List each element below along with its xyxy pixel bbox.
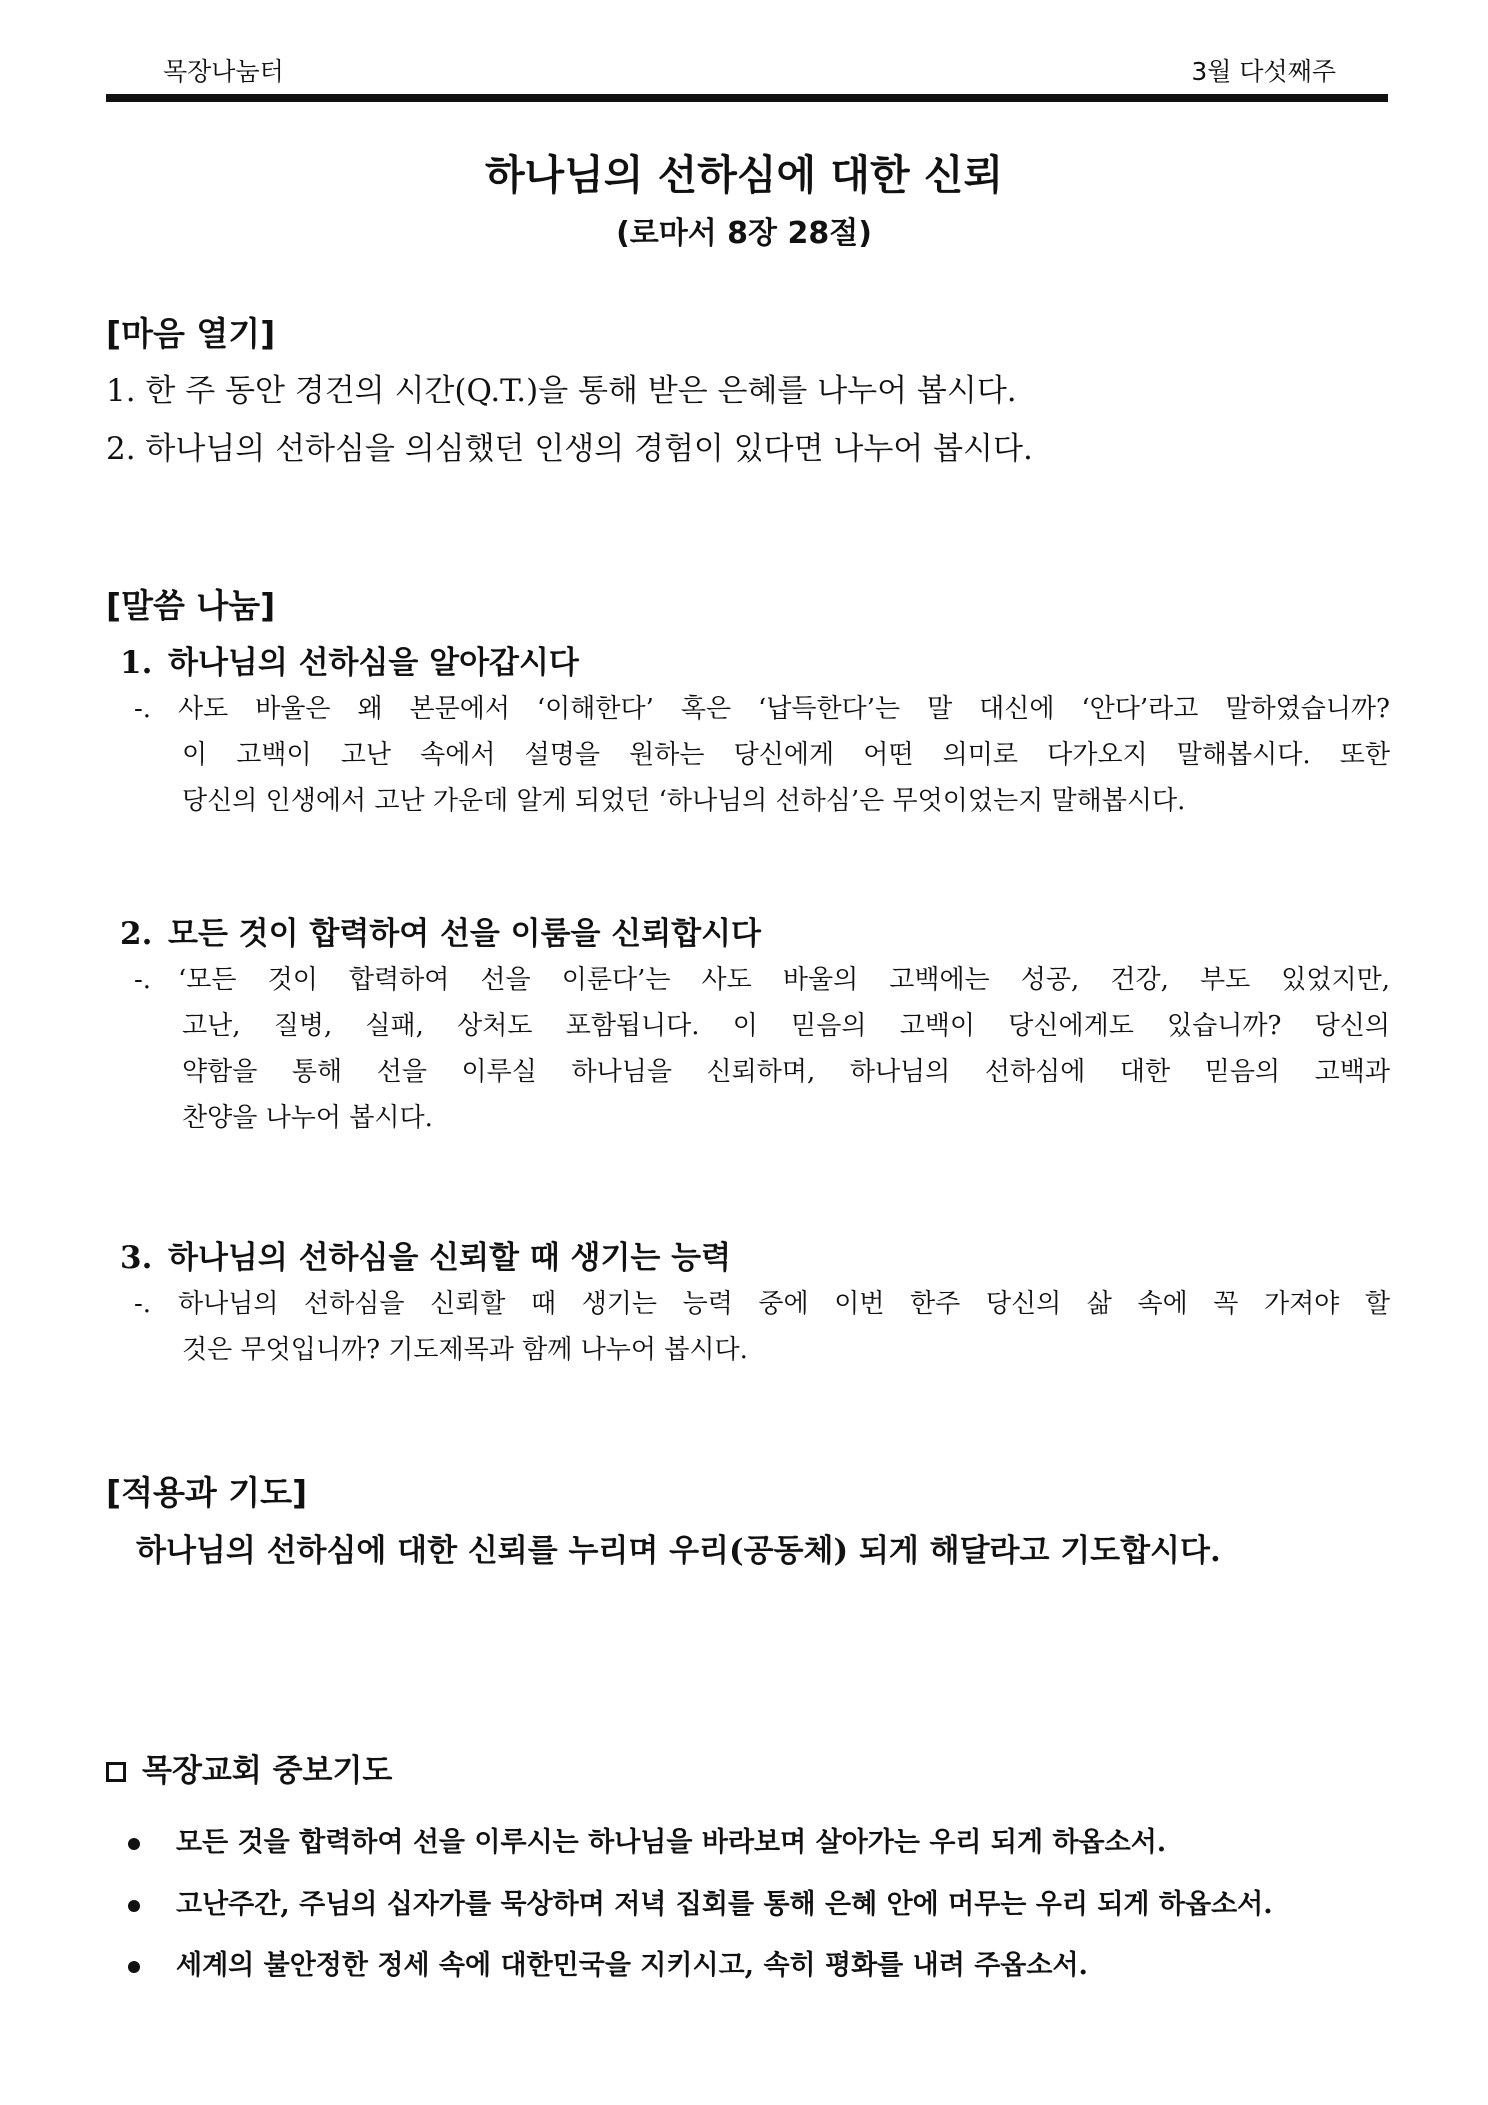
question-body <box>134 686 1390 824</box>
header-left-label: 목장나눔터 <box>163 57 284 86</box>
bullet-icon <box>128 1838 140 1850</box>
section-heading-open-heart: [마음 열기] <box>106 314 276 353</box>
question-body-line: 이 고백이 고난 속에서 설명을 원하는 당신에게 어떤 의미로 다가오지 말해봅시다. 또한 <box>182 740 1390 770</box>
question-title <box>120 908 761 953</box>
question-body-line: 고난, 질병, 실패, 상처도 포함됩니다. 이 믿음의 고백이 당신에게도 있습니까? 당신의 <box>182 1011 1390 1041</box>
question-number: 3. <box>120 1240 153 1276</box>
question-body <box>134 1281 1390 1373</box>
dash-marker: -. <box>134 965 152 995</box>
intercession-item <box>128 1943 1088 1982</box>
question-title-text: 모든 것이 합력하여 선을 이룸을 신뢰합시다 <box>168 916 761 952</box>
bullet-icon <box>128 1900 140 1912</box>
question-title-text: 하나님의 선하심을 알아갑시다 <box>168 645 579 681</box>
question-body-line: 것은 무엇입니까? 기도제목과 함께 나누어 봅시다. <box>182 1335 748 1365</box>
open-heart-item: 2. 하나님의 선하심을 의심했던 인생의 경험이 있다면 나누어 봅시다. <box>106 431 1033 467</box>
header-right-label: 3월 다섯째주 <box>1191 57 1336 86</box>
intercession-heading <box>106 1745 392 1790</box>
apply-prayer-text: 하나님의 선하심에 대한 신뢰를 누리며 우리(공동체) 되게 해달라고 기도합시다. <box>136 1533 1221 1569</box>
question-number: 2. <box>120 916 153 952</box>
question-body-line: 사도 바울은 왜 본문에서 ‘이해한다’ 혹은 ‘납득한다’는 말 대신에 ‘안다’라고 말하였습니까? <box>178 694 1390 724</box>
question-number: 1. <box>120 645 153 681</box>
bullet-icon <box>128 1961 140 1973</box>
section-heading-word-sharing: [말씀 나눔] <box>106 586 276 625</box>
page-title: 하나님의 선하심에 대한 신뢰 <box>484 151 1004 199</box>
section-heading-apply-prayer: [적용과 기도] <box>106 1473 308 1512</box>
question-body <box>134 957 1390 1141</box>
intercession-item <box>128 1882 1273 1921</box>
question-title <box>120 1232 731 1277</box>
question-body-line: 하나님의 선하심을 신뢰할 때 생기는 능력 중에 이번 한주 당신의 삶 속에 꼭 가져야 할 <box>178 1289 1390 1319</box>
intercession-item <box>128 1820 1166 1859</box>
open-heart-item: 1. 한 주 동안 경건의 시간(Q.T.)을 통해 받은 은혜를 나누어 봅시다. <box>106 373 1017 409</box>
question-title <box>120 637 579 682</box>
question-body-line: 당신의 인생에서 고난 가운데 알게 되었던 ‘하나님의 선하심’은 무엇이었는지 말해봅시다. <box>182 786 1186 816</box>
question-body-line: 찬양을 나누어 봅시다. <box>182 1103 433 1133</box>
question-body-line: ‘모든 것이 합력하여 선을 이룬다’는 사도 바울의 고백에는 성공, 건강, 부도 있었지만, <box>178 965 1390 995</box>
dash-marker: -. <box>134 1289 152 1319</box>
intercession-item-text: 고난주간, 주님의 십자가를 묵상하며 저녁 집회를 통해 은혜 안에 머무는 우리 되게 하옵소서. <box>176 1889 1273 1920</box>
dash-marker: -. <box>134 694 152 724</box>
page-subtitle: (로마서 8장 28절) <box>616 216 872 251</box>
question-body-line: 약함을 통해 선을 이루실 하나님을 신뢰하며, 하나님의 선하심에 대한 믿음의 고백과 <box>182 1057 1390 1087</box>
checkbox-icon <box>106 1762 126 1782</box>
intercession-heading-text: 목장교회 중보기도 <box>142 1753 393 1789</box>
question-title-text: 하나님의 선하심을 신뢰할 때 생기는 능력 <box>168 1240 732 1276</box>
intercession-item-text: 모든 것을 합력하여 선을 이루시는 하나님을 바라보며 살아가는 우리 되게 하옵소서. <box>176 1827 1167 1858</box>
intercession-item-text: 세계의 불안정한 정세 속에 대한민국을 지키시고, 속히 평화를 내려 주옵소서. <box>176 1950 1088 1981</box>
header-rule <box>106 94 1388 102</box>
